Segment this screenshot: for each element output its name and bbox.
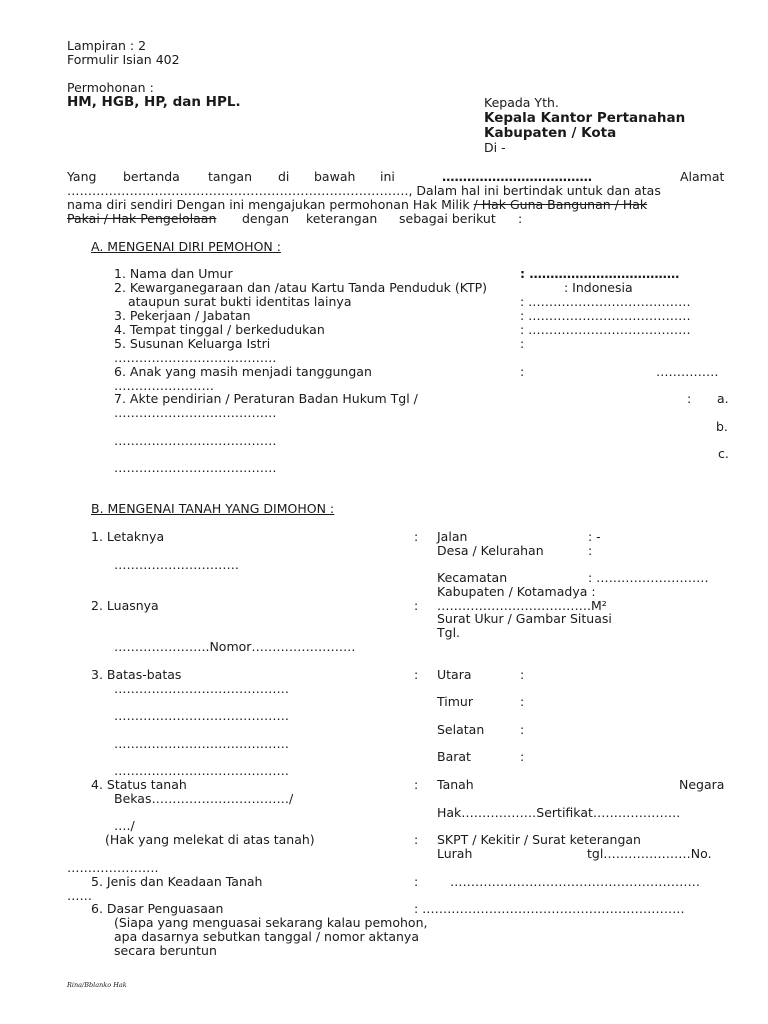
a-item-2: 2. Kewarganegaraan dan /atau Kartu Tanda Penduduk (KTP) (114, 280, 488, 295)
b-siapa-line2: apa dasarnya sebutkan tanggal / nomor aktanya (114, 929, 419, 944)
a-item-7: 7. Akte pendirian / Peraturan Badan Hukum Tgl / (114, 391, 418, 406)
b-jenis-dots: …… (67, 888, 92, 903)
intro-colon: : (518, 211, 523, 226)
section-b-title: B. MENGENAI TANAH YANG DIMOHON : (91, 501, 335, 516)
intro-word: dengan (242, 211, 290, 226)
formulir-label: Formulir Isian 402 (67, 52, 180, 67)
a-item-7-dots-3: ………………………………… (114, 460, 277, 475)
b-colon: : (414, 598, 419, 613)
addressee-line1: Kepala Kantor Pertanahan (484, 110, 686, 126)
b-desa: Desa / Kelurahan (437, 543, 544, 558)
a-item-6-dots: …………………… (114, 378, 214, 393)
intro-word: tangan (208, 169, 253, 184)
intro-word: di (278, 169, 290, 184)
b-siapa-line1: (Siapa yang menguasai sekarang kalau pemohon, (114, 915, 428, 930)
b-batas: 3. Batas-batas (91, 667, 182, 682)
b-lurah-dots: …………………. (67, 860, 159, 875)
a-item-3: 3. Pekerjaan / Jabatan (114, 308, 251, 323)
b-batas-dots: …………………………………… (114, 763, 289, 778)
addressee-line2: Kabupaten / Kota (484, 125, 617, 141)
b-skpt: SKPT / Kekitir / Surat keterangan (437, 832, 641, 847)
a-item-7-c: c. (718, 446, 729, 461)
a-item-7-dots-1: ………………………………… (114, 405, 277, 420)
b-timur: Timur (437, 694, 473, 709)
b-batas-dots: …………………………………… (114, 708, 289, 723)
b-jalan-value: : - (588, 529, 601, 544)
b-status: 4. Status tanah (91, 777, 187, 792)
b-nomor: …………………..Nomor……………………. (114, 639, 356, 654)
b-colon: : (414, 777, 419, 792)
b-hak-melekat: (Hak yang melekat di atas tanah) (105, 832, 315, 847)
a-item-1-value: : ……………………………… (520, 266, 680, 281)
permohonan-label: Permohonan : (67, 80, 154, 95)
intro-word: bawah (314, 169, 356, 184)
b-hak-sertifikat: Hak………………Sertifikat………………… (437, 805, 681, 820)
section-a-title: A. MENGENAI DIRI PEMOHON : (91, 239, 281, 254)
footer-note: Rina/Bblanko Hak (67, 981, 127, 989)
b-colon: : (414, 529, 419, 544)
b-tanah: Tanah (437, 777, 474, 792)
b-negara: Negara (679, 777, 725, 792)
b-dir-colon: : (520, 694, 525, 709)
kepada-label: Kepada Yth. (484, 95, 559, 110)
b-batas-dots: …………………………………… (114, 736, 289, 751)
addressee-di: Di - (484, 140, 506, 155)
b-kecamatan: Kecamatan (437, 570, 508, 585)
b-kabupaten: Kabupaten / Kotamadya : (437, 584, 596, 599)
b-colon: : (414, 874, 419, 889)
intro-alamat: Alamat (680, 169, 725, 184)
intro-line2: ………………………………………………………………………., Dalam hal ini bertindak untuk dan atas (67, 183, 661, 198)
b-dasar: 6. Dasar Penguasaan (91, 901, 224, 916)
b-selatan: Selatan (437, 722, 485, 737)
b-dir-colon: : (520, 749, 525, 764)
a-item-6-value: …………… (656, 364, 719, 379)
a-item-2-value: : Indonesia (564, 280, 633, 295)
b-luas: 2. Luasnya (91, 598, 159, 613)
intro-line4-strike: Pakai / Hak Pengelolaan (67, 211, 217, 226)
a-item-5: 5. Susunan Keluarga Istri (114, 336, 271, 351)
b-jenis: 5. Jenis dan Keadaan Tanah (91, 874, 263, 889)
a-item-7-dots-2: ………………………………… (114, 433, 277, 448)
intro-word: ini (380, 169, 395, 184)
b-tgl-no: tgl…………………No. (587, 846, 712, 861)
a-item-1: 1. Nama dan Umur (114, 266, 233, 281)
intro-word: Yang (67, 169, 97, 184)
lampiran-label: Lampiran : 2 (67, 38, 147, 53)
a-item-2b-value: : ………………………………… (520, 294, 691, 309)
b-jenis-value: …………………………………………………… (450, 874, 700, 889)
b-dots-slash: …./ (114, 818, 135, 833)
intro-line3: nama diri sendiri Dengan ini mengajukan permohonan Hak Milik / Hak Guna Bangunan / Hak (67, 197, 648, 212)
a-item-7-b: b. (716, 419, 728, 434)
b-surat-ukur: Surat Ukur / Gambar Situasi (437, 611, 612, 626)
a-item-5-dots: ………………………………… (114, 350, 277, 365)
intro-name-dots: ……………………………… (442, 169, 592, 184)
a-item-7-a: a. (717, 391, 729, 406)
a-item-4-value: : ………………………………… (520, 322, 691, 337)
a-item-3-value: : ………………………………… (520, 308, 691, 323)
b-desa-colon: : (588, 543, 593, 558)
b-kecamatan-value: : ……………………… (588, 570, 709, 585)
permohonan-types: HM, HGB, HP, dan HPL. (67, 94, 241, 110)
b-batas-dots: …………………………………… (114, 681, 289, 696)
a-item-6-colon: : (520, 364, 525, 379)
intro-word: sebagai berikut (399, 211, 496, 226)
intro-word: keterangan (306, 211, 378, 226)
b-siapa-line3: secara beruntun (114, 943, 217, 958)
a-item-5-colon: : (520, 336, 525, 351)
b-dir-colon: : (520, 722, 525, 737)
b-lurah: Lurah (437, 846, 473, 861)
b-luas-value: ……………………………….M² (437, 598, 607, 613)
a-item-6: 6. Anak yang masih menjadi tanggungan (114, 364, 372, 379)
b-colon: : (414, 667, 419, 682)
a-item-2b: ataupun surat bukti identitas lainya (128, 294, 352, 309)
b-utara: Utara (437, 667, 472, 682)
b-desa-dots: ………………………… (114, 557, 239, 572)
b-dir-colon: : (520, 667, 525, 682)
b-tgl: Tgl. (437, 625, 461, 640)
b-jalan: Jalan (437, 529, 468, 544)
intro-word: bertanda (123, 169, 180, 184)
b-bekas: Bekas……………………………/ (114, 791, 294, 806)
a-item-4: 4. Tempat tinggal / berkedudukan (114, 322, 325, 337)
b-dasar-value: : ……………………………………………………… (414, 901, 685, 916)
b-letak: 1. Letaknya (91, 529, 165, 544)
b-barat: Barat (437, 749, 471, 764)
b-colon: : (414, 832, 419, 847)
a-item-7-colon: : (687, 391, 692, 406)
